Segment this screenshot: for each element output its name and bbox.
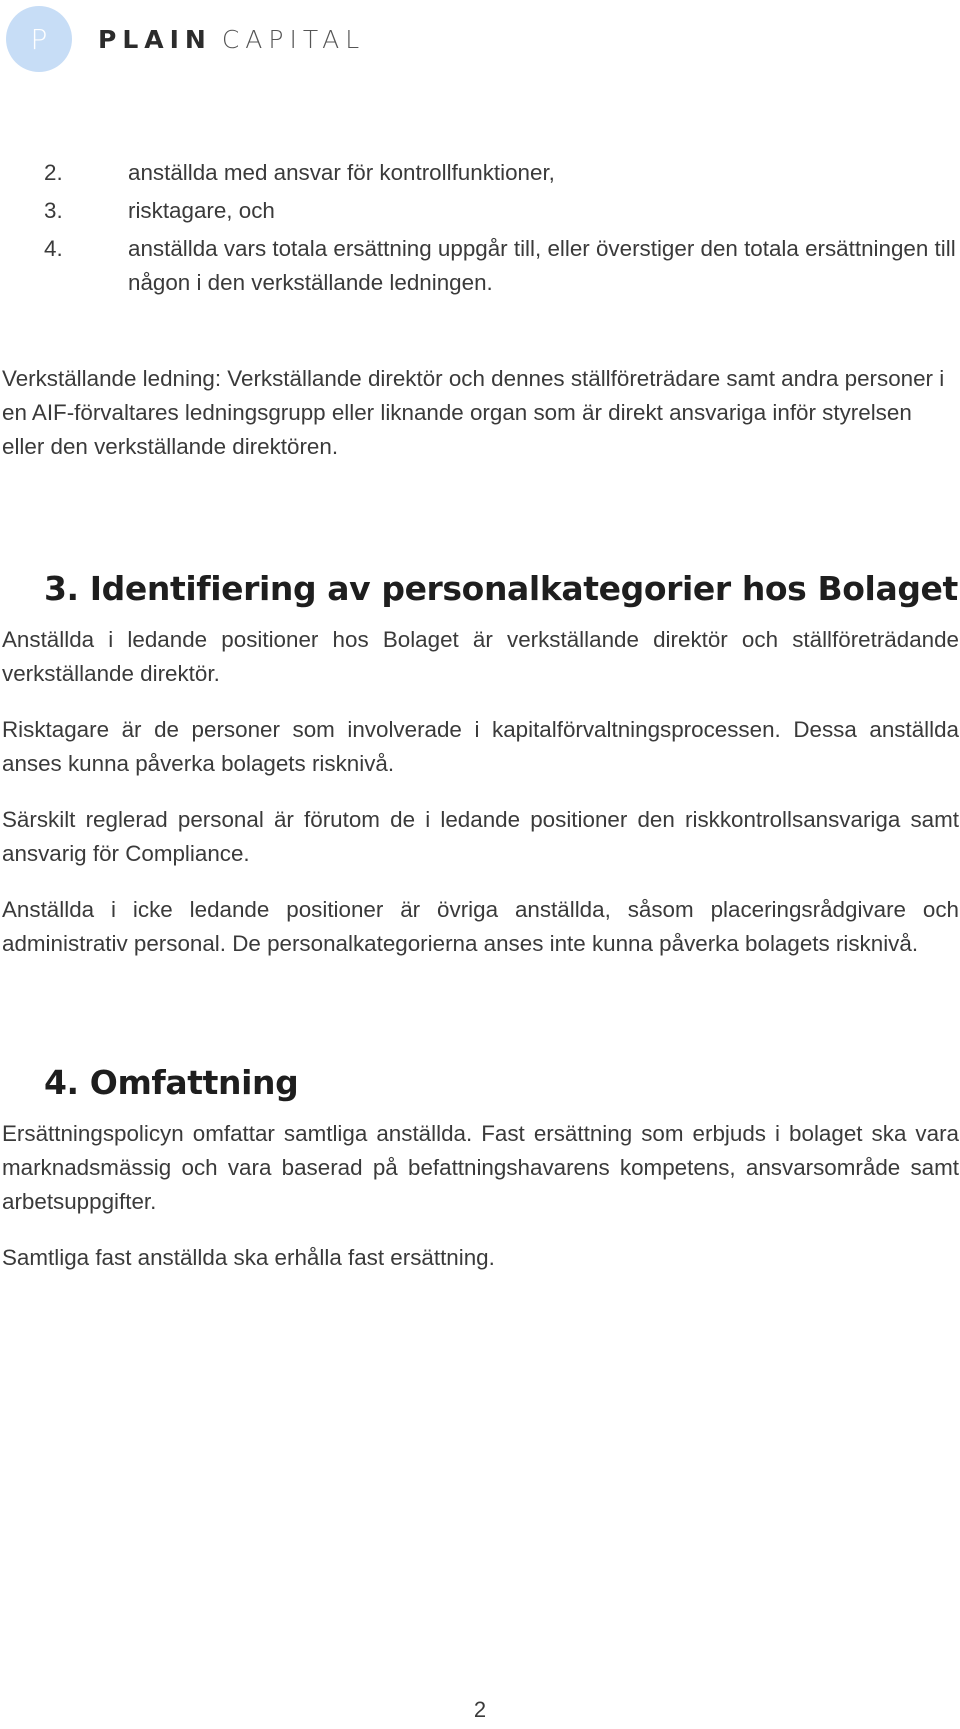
list-item-number: 4. <box>44 236 63 261</box>
logo-icon <box>6 6 72 72</box>
list-item-number: 3. <box>44 198 63 223</box>
logo-word-light: CAPITAL <box>221 24 366 54</box>
document-body <box>2 156 959 1275</box>
list-item-number: 2. <box>44 160 63 185</box>
section-3-paragraph: Risktagare är de personer som involverade i kapitalförvaltningsprocessen. Dessa anställda anses kunna påverka bolagets risknivå. <box>2 717 959 776</box>
page-number: 2 <box>473 1697 487 1722</box>
section-4-paragraph: Samtliga fast anställda ska erhålla fast ersättning. <box>2 1245 495 1270</box>
section-3-paragraph: Anställda i icke ledande positioner är övriga anställda, såsom placeringsrådgivare och administrativ personal. De personalkategorierna anses inte kunna påverka bolagets risknivå. <box>2 897 959 956</box>
section-4-heading: 4. Omfattning <box>44 1063 299 1102</box>
list-item <box>2 156 959 194</box>
logo-wordmark <box>98 25 365 54</box>
list-item-text: risktagare, och <box>128 198 275 223</box>
list-item-text: anställda med ansvar för kontrollfunktioner, <box>128 160 555 185</box>
list-item-text: anställda vars totala ersättning uppgår till, eller överstiger den totala ersättningen till någon i den verkställande ledningen. <box>128 236 956 295</box>
logo-word-bold: PLAIN <box>98 24 212 54</box>
section-3-heading: 3. Identifiering av personalkategorier hos Bolaget <box>44 569 958 608</box>
list-item <box>2 194 959 232</box>
section-3-paragraph: Särskilt reglerad personal är förutom de i ledande positioner den riskkontrollsansvariga samt ansvarig för Compliance. <box>2 807 959 866</box>
section-3-paragraph: Anställda i ledande positioner hos Bolaget är verkställande direktör och ställföreträdande verkställande direktör. <box>2 627 959 686</box>
definition-paragraph: Verkställande ledning: Verkställande direktör och dennes ställföreträdare samt andra personer i en AIF-förvaltares ledningsgrupp eller liknande organ som är direkt ansvariga inför styrelsen eller den verkställande direktören. <box>2 366 945 459</box>
header <box>6 6 365 72</box>
list-item <box>2 232 959 304</box>
numbered-list <box>2 156 959 304</box>
section-4-paragraph: Ersättningspolicyn omfattar samtliga anställda. Fast ersättning som erbjuds i bolaget ska vara marknadsmässig och vara baserad på befattningshavarens kompetens, ansvarsområde samt arbetsuppgifter. <box>2 1121 959 1214</box>
logo-letter: P <box>30 22 48 56</box>
